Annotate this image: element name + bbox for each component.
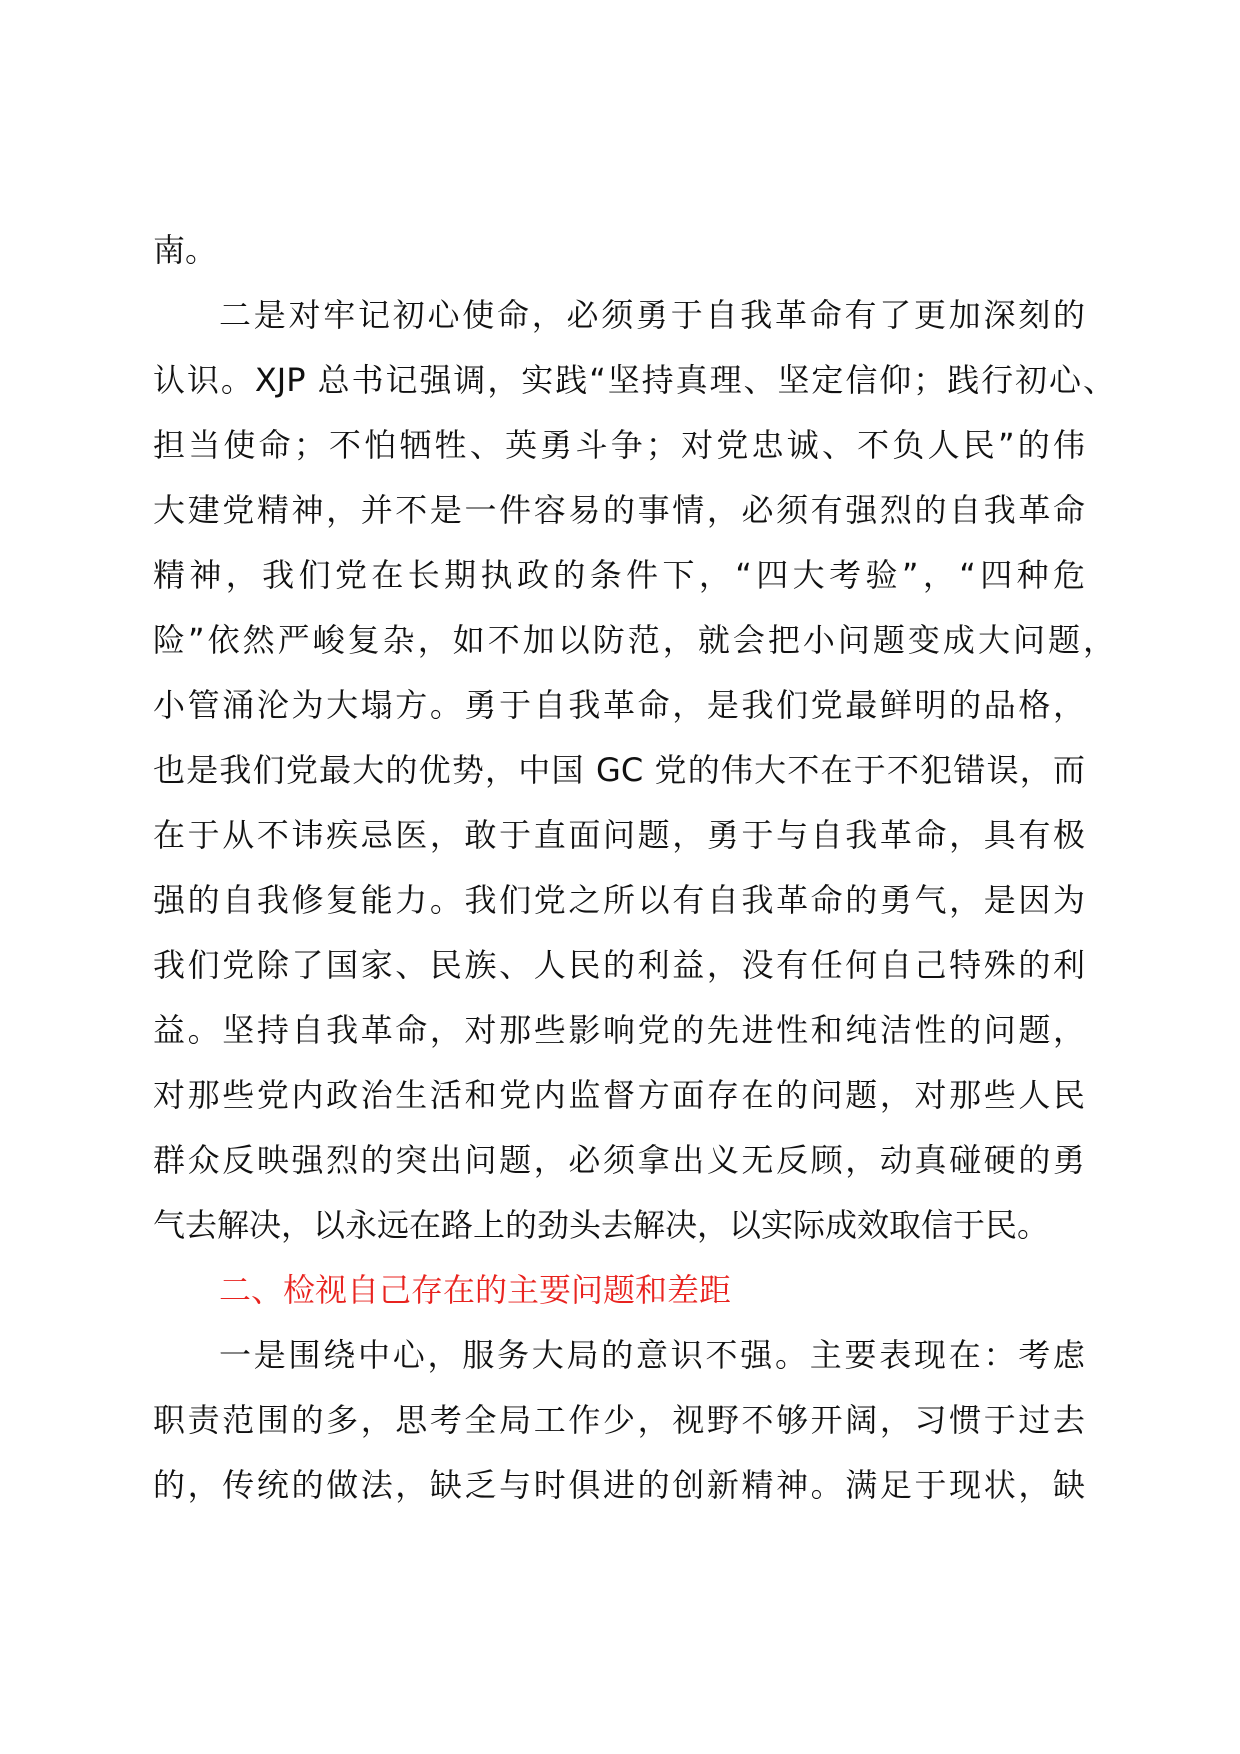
paragraph-first-line: 一是围绕中心，服务大局的意识不强。主要表现在：考虑 [219, 1336, 1085, 1374]
text-line: 险”依然严峻复杂，如不加以防范，就会把小问题变成大问题， [153, 621, 1115, 659]
text-line: 的，传统的做法，缺乏与时俱进的创新精神。满足于现状，缺 [153, 1466, 1085, 1504]
paragraph-first-line: 二是对牢记初心使命，必须勇于自我革命有了更加深刻的 [219, 296, 1085, 334]
section-heading: 二、检视自己存在的主要问题和差距 [219, 1271, 732, 1309]
text-line: 在于从不讳疾忌医，敢于直面问题，勇于与自我革命，具有极 [153, 816, 1085, 854]
text-line: 也是我们党最大的优势，中国 GC 党的伟大不在于不犯错误，而 [153, 751, 1085, 789]
text-line: 小管涌沦为大塌方。勇于自我革命，是我们党最鲜明的品格， [153, 686, 1085, 724]
text-line: 对那些党内政治生活和党内监督方面存在的问题，对那些人民 [153, 1076, 1085, 1114]
text-line: 强的自我修复能力。我们党之所以有自我革命的勇气，是因为 [153, 881, 1085, 919]
text-line: 职责范围的多，思考全局工作少，视野不够开阔，习惯于过去 [153, 1401, 1085, 1439]
text-line: 精神，我们党在长期执政的条件下，“四大考验”，“四种危 [153, 556, 1085, 594]
text-line: 认识。XJP 总书记强调，实践“坚持真理、坚定信仰；践行初心、 [153, 361, 1115, 399]
text-line: 群众反映强烈的突出问题，必须拿出义无反顾，动真碰硬的勇 [153, 1141, 1085, 1179]
text-line: 气去解决，以永远在路上的劲头去解决，以实际成效取信于民。 [153, 1206, 1050, 1244]
text-line: 大建党精神，并不是一件容易的事情，必须有强烈的自我革命 [153, 491, 1085, 529]
text-line: 我们党除了国家、民族、人民的利益，没有任何自己特殊的利 [153, 946, 1085, 984]
text-line: 担当使命；不怕牺牲、英勇斗争；对党忠诚、不负人民”的伟 [153, 426, 1085, 464]
text-line: 益。坚持自我革命，对那些影响党的先进性和纯洁性的问题， [153, 1011, 1085, 1049]
text-line: 南。 [153, 231, 218, 269]
body-text [153, 218, 1123, 1518]
